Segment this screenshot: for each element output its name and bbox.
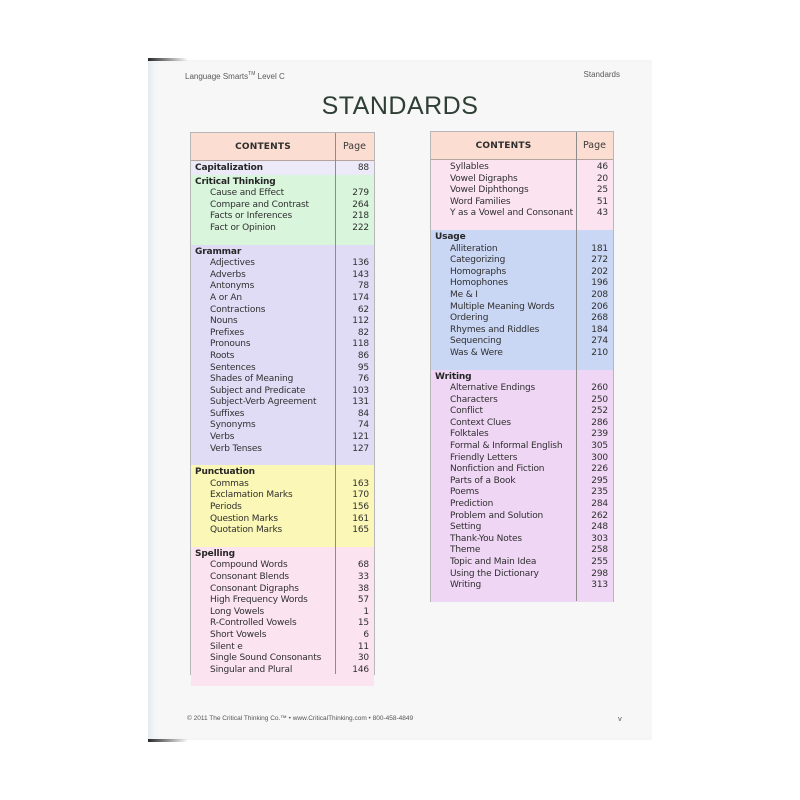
page-number-cell: 196 xyxy=(591,278,608,289)
topic-label: Long Vowels xyxy=(210,606,265,617)
topic-label: Exclamation Marks xyxy=(210,490,293,501)
topic-label: Commas xyxy=(210,478,249,489)
topic-label: Verb Tenses xyxy=(210,443,262,454)
category-row xyxy=(191,247,374,259)
table-row xyxy=(191,595,374,607)
table-row xyxy=(191,339,374,351)
page-number-cell: 136 xyxy=(352,258,369,269)
category-label: Punctuation xyxy=(195,467,255,478)
page-number-cell: 30 xyxy=(357,653,369,664)
topic-label: Consonant Blends xyxy=(210,572,289,582)
section-capitalization xyxy=(191,161,374,175)
topic-label: Short Vowels xyxy=(210,629,267,640)
table-row xyxy=(431,476,613,488)
column-divider xyxy=(335,133,336,674)
page-number-cell: 68 xyxy=(357,560,369,571)
table-row xyxy=(191,653,374,665)
topic-label: Compound Words xyxy=(210,560,288,571)
topic-label: Adverbs xyxy=(210,269,246,280)
page-number-cell: 264 xyxy=(352,199,369,210)
topic-label: Question Marks xyxy=(210,513,278,524)
table-row xyxy=(431,313,613,325)
topic-label: Prefixes xyxy=(210,327,245,338)
topic-label: Syllables xyxy=(450,162,489,172)
category-row xyxy=(191,549,374,561)
topic-label: Rhymes and Riddles xyxy=(450,324,540,335)
category-row xyxy=(431,372,613,384)
topic-label: Setting xyxy=(450,522,482,533)
category-label: Critical Thinking xyxy=(195,176,276,187)
topic-label: Prediction xyxy=(450,499,494,510)
table-row xyxy=(431,348,613,360)
table-row xyxy=(191,200,374,212)
section-spelling xyxy=(431,160,613,230)
topic-label: Singular and Plural xyxy=(210,664,293,675)
table-row xyxy=(191,351,374,363)
topic-label: Multiple Meaning Words xyxy=(450,301,555,312)
category-row xyxy=(431,232,613,244)
table-row xyxy=(431,453,613,465)
page-number-cell: 118 xyxy=(352,339,369,350)
topic-label: Nouns xyxy=(210,316,238,327)
column-divider xyxy=(576,132,577,601)
page-number-cell: 57 xyxy=(357,595,369,606)
topic-label: Characters xyxy=(450,394,498,405)
page-number-cell: 239 xyxy=(591,429,608,440)
section-spelling xyxy=(191,547,374,687)
topic-label: Topic and Main Idea xyxy=(450,557,537,567)
topic-label: Thank-You Notes xyxy=(450,533,522,544)
topic-label: Suffixes xyxy=(210,408,245,419)
standards-table-left xyxy=(190,132,375,675)
topic-label: Nonfiction and Fiction xyxy=(450,464,545,475)
table-row xyxy=(431,429,613,441)
page-number-cell: 38 xyxy=(357,583,369,594)
section-grammar xyxy=(191,245,374,466)
table-row xyxy=(431,302,613,314)
table-row xyxy=(191,258,374,270)
topic-label: Formal & Informal English xyxy=(450,441,563,452)
page-number-cell: 272 xyxy=(591,255,608,266)
page-number-cell: 20 xyxy=(596,173,608,184)
table-row xyxy=(191,420,374,432)
page-number-cell: 33 xyxy=(357,572,369,582)
page-number-cell: 143 xyxy=(352,269,369,280)
topic-label: Using the Dictionary xyxy=(450,568,539,579)
topic-label: Alliteration xyxy=(450,243,498,254)
page-number-cell: 248 xyxy=(591,522,608,533)
table-row xyxy=(431,418,613,430)
page-edge-shadow xyxy=(148,739,188,742)
table-row xyxy=(431,255,613,267)
page-number-cell: 222 xyxy=(352,222,369,233)
page-number-cell: 43 xyxy=(596,208,608,219)
table-row xyxy=(431,174,613,186)
topic-label: Context Clues xyxy=(450,417,511,428)
page-number-cell: 25 xyxy=(596,185,608,196)
page-number-cell: 88 xyxy=(357,163,369,173)
category-row xyxy=(191,467,374,479)
table-row xyxy=(431,185,613,197)
page-number-cell: 86 xyxy=(357,350,369,361)
category-label: Grammar xyxy=(195,246,242,257)
topic-label: Sequencing xyxy=(450,336,502,347)
topic-label: Adjectives xyxy=(210,258,255,269)
page-number-cell: 112 xyxy=(352,316,369,327)
page-number-cell: 15 xyxy=(357,618,369,629)
table-row xyxy=(191,502,374,514)
section-critical-thinking xyxy=(191,175,374,245)
page-number-cell: 260 xyxy=(591,383,608,394)
table-row xyxy=(431,395,613,407)
page-number-cell: 206 xyxy=(591,301,608,312)
copyright-footer: © 2011 The Critical Thinking Co.™ • www.CriticalThinking.com • 800-458-4849 xyxy=(187,715,414,722)
topic-label: Sentences xyxy=(210,362,256,373)
section-usage xyxy=(431,230,613,370)
table-row xyxy=(191,560,374,572)
page-number-cell: 235 xyxy=(591,487,608,498)
topic-label: Antonyms xyxy=(210,281,255,292)
page-number-cell: 156 xyxy=(352,502,369,513)
topic-label: Y as a Vowel and Consonant xyxy=(450,208,574,219)
topic-label: Parts of a Book xyxy=(450,475,516,486)
page-number-cell: 163 xyxy=(352,478,369,489)
table-header xyxy=(431,132,613,160)
table-row xyxy=(431,325,613,337)
page-number-cell: 255 xyxy=(591,557,608,567)
table-row xyxy=(431,197,613,209)
topic-label: Compare and Contrast xyxy=(210,199,309,210)
topic-label: Cause and Effect xyxy=(210,188,285,199)
page-number-cell: 146 xyxy=(352,664,369,675)
table-row xyxy=(431,244,613,256)
page-number-cell: 82 xyxy=(357,327,369,338)
running-head-left xyxy=(185,71,285,81)
table-row xyxy=(191,386,374,398)
page-number-cell: 286 xyxy=(591,417,608,428)
topic-label: Homophones xyxy=(450,278,508,289)
page-number-cell: 121 xyxy=(352,432,369,443)
table-row xyxy=(431,464,613,476)
table-row xyxy=(191,374,374,386)
category-label: Writing xyxy=(435,371,472,382)
table-row xyxy=(191,293,374,305)
trademark: TM xyxy=(248,71,256,77)
page-number-cell: 202 xyxy=(591,266,608,277)
page-number-cell: 76 xyxy=(357,374,369,385)
table-row xyxy=(431,208,613,220)
table-row xyxy=(431,522,613,534)
page-number-cell: 1 xyxy=(363,606,369,617)
table-row xyxy=(431,545,613,557)
table-row xyxy=(191,397,374,409)
page-number-cell: 268 xyxy=(591,313,608,324)
page-number-cell: 84 xyxy=(357,408,369,419)
page-number-cell: 131 xyxy=(352,397,369,408)
topic-label: Ordering xyxy=(450,313,489,324)
table-row xyxy=(431,487,613,499)
page-number-cell: 46 xyxy=(596,162,608,172)
table-row xyxy=(191,584,374,596)
page-number-cell: 250 xyxy=(591,394,608,405)
page-number-cell: 295 xyxy=(591,475,608,486)
topic-label: Contractions xyxy=(210,304,266,315)
topic-label: Writing xyxy=(450,580,482,591)
table-row xyxy=(431,499,613,511)
table-row xyxy=(431,534,613,546)
page-edge-shadow xyxy=(148,58,188,61)
table-row xyxy=(431,383,613,395)
page-number-cell: 210 xyxy=(591,347,608,358)
page-number-cell: 165 xyxy=(352,525,369,536)
page-number-cell: 262 xyxy=(591,510,608,521)
page-number-cell: 6 xyxy=(363,629,369,640)
table-row xyxy=(191,479,374,491)
table-row xyxy=(191,409,374,421)
page-number-cell: 170 xyxy=(352,490,369,501)
page-number-cell: 208 xyxy=(591,289,608,300)
table-row xyxy=(431,557,613,569)
table-row xyxy=(191,665,374,677)
table-row xyxy=(191,305,374,317)
page-number-cell: 78 xyxy=(357,281,369,292)
table-row xyxy=(431,290,613,302)
topic-label: Silent e xyxy=(210,641,243,652)
table-row xyxy=(191,316,374,328)
table-row xyxy=(191,328,374,340)
page-number-cell: 103 xyxy=(352,385,369,396)
page-number-cell: 95 xyxy=(357,362,369,373)
topic-label: Roots xyxy=(210,350,235,361)
page-number-cell: 252 xyxy=(591,406,608,417)
table-row xyxy=(191,270,374,282)
table-row xyxy=(191,281,374,293)
topic-label: Pronouns xyxy=(210,339,251,350)
table-row xyxy=(431,267,613,279)
table-row xyxy=(431,162,613,174)
table-row xyxy=(191,514,374,526)
page-number-cell: 274 xyxy=(591,336,608,347)
page-number-cell: 258 xyxy=(591,545,608,556)
page-number: v xyxy=(618,714,622,723)
topic-label: Theme xyxy=(450,545,481,556)
book-level: Level C xyxy=(255,71,285,81)
section-writing xyxy=(431,370,613,602)
topic-label: Subject and Predicate xyxy=(210,385,306,396)
page-number-cell: 161 xyxy=(352,513,369,524)
page-number-cell: 51 xyxy=(596,196,608,207)
topic-label: Vowel Diphthongs xyxy=(450,185,529,196)
table-row xyxy=(191,572,374,584)
table-header xyxy=(191,133,374,161)
topic-label: Quotation Marks xyxy=(210,525,283,536)
table-row xyxy=(431,569,613,581)
topic-label: Problem and Solution xyxy=(450,510,544,521)
category-row xyxy=(191,177,374,189)
topic-label: Fact or Opinion xyxy=(210,222,276,233)
category-label: Spelling xyxy=(195,548,235,559)
table-row xyxy=(431,580,613,592)
table-row xyxy=(191,363,374,375)
book-title: Language Smarts xyxy=(185,71,249,81)
topic-label: Poems xyxy=(450,487,479,498)
page-number-cell: 127 xyxy=(352,443,369,454)
page-number-cell: 298 xyxy=(591,568,608,579)
page-number-cell: 74 xyxy=(357,420,369,431)
topic-label: Verbs xyxy=(210,432,235,443)
page-number-cell: 62 xyxy=(357,304,369,315)
table-body xyxy=(191,161,374,686)
page-number-cell: 181 xyxy=(591,243,608,254)
page-number-cell: 300 xyxy=(591,452,608,463)
topic-label: Folktales xyxy=(450,429,489,440)
contents-header: CONTENTS xyxy=(235,141,291,152)
table-body xyxy=(431,160,613,602)
category-label: Capitalization xyxy=(195,163,263,173)
page-number-cell: 284 xyxy=(591,499,608,510)
topic-label: A or An xyxy=(210,292,242,303)
table-row xyxy=(191,444,374,456)
standards-table-right xyxy=(430,131,614,602)
category-label: Usage xyxy=(435,231,466,242)
page-header: Page xyxy=(343,141,366,152)
page-number-cell: 305 xyxy=(591,441,608,452)
topic-label: Subject-Verb Agreement xyxy=(210,397,317,408)
page-number-cell: 313 xyxy=(591,580,608,591)
topic-label: R-Controlled Vowels xyxy=(210,618,297,629)
topic-label: Word Families xyxy=(450,196,511,207)
page-title: STANDARDS xyxy=(321,92,479,120)
page-number-cell: 303 xyxy=(591,533,608,544)
page-number-cell: 174 xyxy=(352,292,369,303)
topic-label: Conflict xyxy=(450,406,483,417)
topic-label: Me & I xyxy=(450,289,478,300)
table-row xyxy=(191,211,374,223)
table-row xyxy=(191,525,374,537)
topic-label: Periods xyxy=(210,502,242,513)
topic-label: Single Sound Consonants xyxy=(210,653,322,664)
table-row xyxy=(191,630,374,642)
page-number-cell: 226 xyxy=(591,464,608,475)
page-header: Page xyxy=(583,140,606,151)
table-row xyxy=(191,607,374,619)
topic-label: Shades of Meaning xyxy=(210,374,294,385)
page-number-cell: 279 xyxy=(352,188,369,199)
topic-label: Facts or Inferences xyxy=(210,211,293,222)
table-row xyxy=(431,441,613,453)
topic-label: Homographs xyxy=(450,266,507,277)
table-row xyxy=(191,618,374,630)
table-row xyxy=(431,278,613,290)
category-row xyxy=(191,163,374,175)
table-row xyxy=(191,490,374,502)
page-number-cell: 184 xyxy=(591,324,608,335)
topic-label: Synonyms xyxy=(210,420,256,431)
contents-header: CONTENTS xyxy=(475,140,532,151)
section-punctuation xyxy=(191,465,374,547)
topic-label: Friendly Letters xyxy=(450,452,518,463)
running-head-right: Standards xyxy=(583,70,620,79)
table-row xyxy=(431,511,613,523)
table-row xyxy=(191,642,374,654)
table-row xyxy=(191,223,374,235)
page-number-cell: 218 xyxy=(352,211,369,222)
topic-label: Vowel Digraphs xyxy=(450,173,518,184)
topic-label: Alternative Endings xyxy=(450,383,536,394)
topic-label: Consonant Digraphs xyxy=(210,583,299,594)
table-row xyxy=(431,406,613,418)
topic-label: High Frequency Words xyxy=(210,595,308,606)
topic-label: Categorizing xyxy=(450,255,506,266)
table-row xyxy=(431,336,613,348)
topic-label: Was & Were xyxy=(450,347,503,358)
table-row xyxy=(191,432,374,444)
table-row xyxy=(191,188,374,200)
page-number-cell: 11 xyxy=(357,641,369,652)
